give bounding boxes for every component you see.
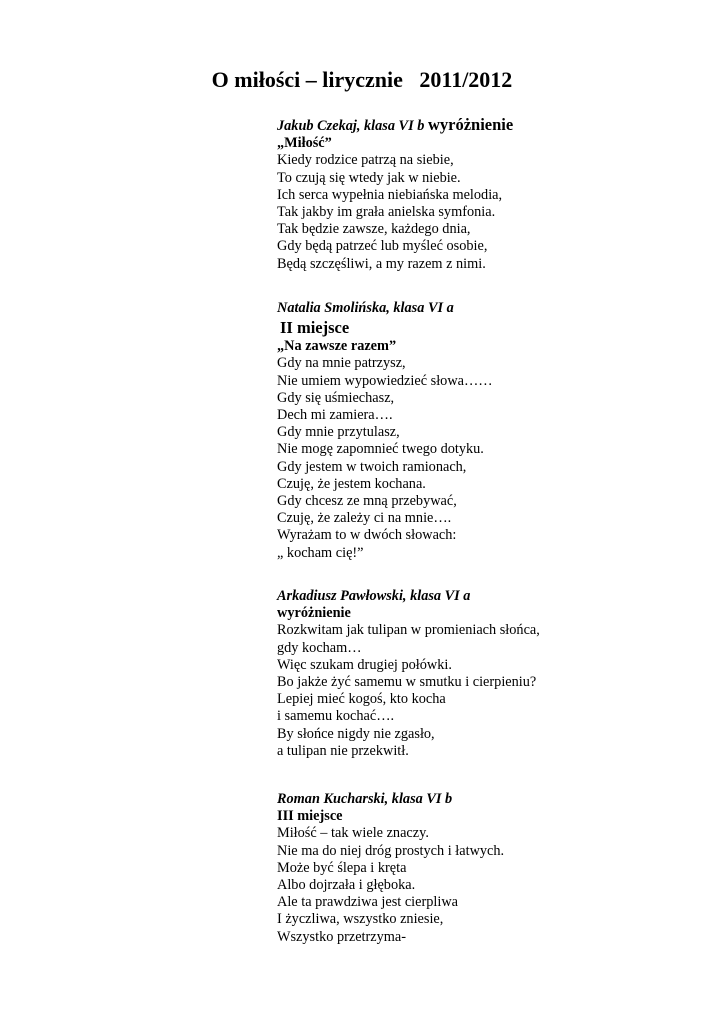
poem-line: a tulipan nie przekwitł.: [277, 742, 409, 759]
poem-line: Nie mogę zapomnieć twego dotyku.: [277, 441, 484, 458]
author-name: Arkadiusz Pawłowski, klasa VI a: [277, 588, 471, 604]
poem-line: Tak będzie zawsze, każdego dnia,: [277, 221, 471, 238]
poem-line: Gdy na mnie patrzysz,: [277, 355, 406, 372]
poem-line: To czują się wtedy jak w niebie.: [277, 169, 461, 186]
page-title: O miłości – lirycznie 2011/2012: [211, 67, 513, 92]
poem-title: „Na zawsze razem”: [277, 338, 397, 355]
poem-line: Bo jakże żyć samemu w smutku i cierpieniu?: [277, 674, 537, 691]
poem-line: By słońce nigdy nie zgasło,: [277, 725, 435, 742]
poem-line: Więc szukam drugiej połówki.: [277, 656, 452, 673]
poem-entry: [277, 300, 697, 562]
poem-line: Będą szczęśliwi, a my razem z nimi.: [277, 255, 486, 272]
poem-line: Gdy chcesz ze mną przebywać,: [277, 493, 457, 510]
poem-line: Wszystko przetrzyma-: [277, 928, 407, 945]
poem-line: Rozkwitam jak tulipan w promieniach słońca,: [277, 622, 540, 639]
poem-line: Ale ta prawdziwa jest cierpliwa: [277, 894, 459, 911]
poem-entry: [277, 588, 697, 760]
poem-line: Albo dojrzała i głęboka.: [277, 877, 416, 894]
poem-line: I życzliwa, wszystko zniesie,: [277, 911, 444, 928]
poem-line: Miłość – tak wiele znaczy.: [277, 825, 429, 842]
poem-entry: [277, 116, 697, 273]
poem-line: Gdy mnie przytulasz,: [277, 424, 400, 441]
poem-line: Lepiej mieć kogoś, kto kocha: [277, 691, 446, 708]
poem-line: Może być ślepa i kręta: [277, 859, 407, 876]
poem-line: Tak jakby im grała anielska symfonia.: [277, 204, 496, 221]
award-label: II miejsce: [280, 318, 350, 338]
poem-line: Czuję, że jestem kochana.: [277, 475, 426, 492]
poem-line: Nie umiem wypowiedzieć słowa……: [277, 372, 493, 389]
poem-line: Czuję, że zależy ci na mnie….: [277, 510, 452, 527]
poem-title: „Miłość”: [277, 135, 332, 152]
poem-line: Kiedy rodzice patrzą na siebie,: [277, 152, 454, 169]
author-name: Natalia Smolińska, klasa VI a: [277, 300, 454, 316]
poem-line: Gdy się uśmiechasz,: [277, 389, 395, 406]
poem-line: Ich serca wypełnia niebiańska melodia,: [277, 186, 503, 203]
poem-line: Dech mi zamiera….: [277, 407, 393, 424]
poem-line: Gdy jestem w twoich ramionach,: [277, 458, 467, 475]
author-line: [277, 116, 697, 135]
award-label: III miejsce: [277, 808, 343, 825]
poem-line: „ kocham cię!”: [277, 544, 364, 561]
author-name: Roman Kucharski, klasa VI b: [277, 791, 453, 807]
poem-line: Wyrażam to w dwóch słowach:: [277, 527, 457, 544]
award-label: wyróżnienie: [427, 115, 514, 134]
poem-entry: [277, 791, 697, 946]
poem-line: Nie ma do niej dróg prostych i łatwych.: [277, 842, 505, 859]
award-label: wyróżnienie: [277, 605, 351, 622]
poem-line: i samemu kochać….: [277, 708, 395, 725]
poem-line: gdy kocham…: [277, 639, 362, 656]
poem-line: Gdy będą patrzeć lub myśleć osobie,: [277, 238, 488, 255]
author-name: Jakub Czekaj, klasa VI b: [277, 118, 425, 134]
